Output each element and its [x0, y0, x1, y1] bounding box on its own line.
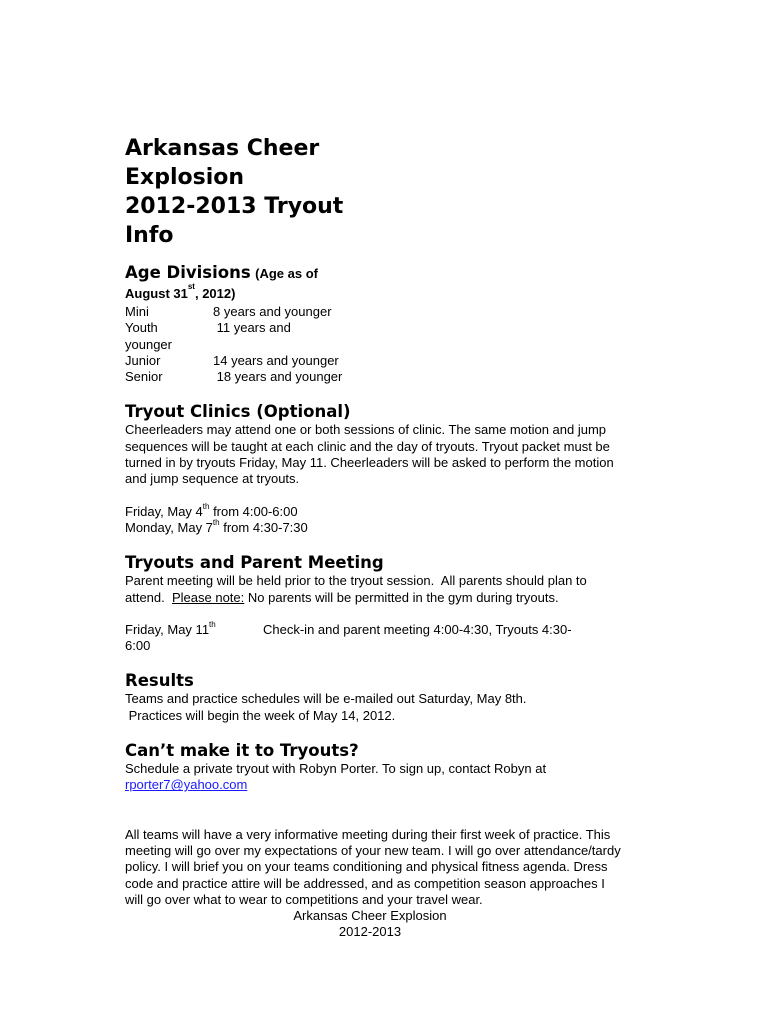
footer [125, 908, 615, 941]
tryout-date: Friday, May 11th [125, 619, 216, 637]
age-divisions-list [125, 304, 625, 385]
division-row [125, 353, 625, 369]
title-line-1: Arkansas Cheer [125, 136, 320, 161]
division-row [125, 304, 625, 320]
footer-line-2: 2012-2013 [338, 924, 402, 940]
division-age: 8 years and younger [213, 304, 332, 319]
clinic-date-2: Monday, May 7th from 4:30-7:30 [125, 517, 308, 535]
division-age [213, 337, 625, 353]
age-note-line-1: (Age as of [255, 266, 318, 281]
division-age: 14 years and younger [213, 352, 339, 368]
results-line-2: Practices will begin the week of May 14, 2012. [125, 707, 396, 723]
clinics-section [125, 402, 625, 536]
results-line-1: Teams and practice schedules will be e-mailed out Saturday, May 8th. [125, 691, 527, 707]
clinic-date-1: Friday, May 4th from 4:00-6:00 [125, 501, 298, 519]
tryout-schedule-end: 6:00 [125, 638, 151, 654]
closing-paragraph: All teams will have a very informative meeting during their first week of practice. This meeting will go over my expectations of your new team. I will go over attendance/tardy policy. I will brief you on your teams conditioning and physical fitness agenda. Dress code and practice attire will be addressed, and as competition season approaches I will go over what to wear to competitions and your travel wear. [125, 826, 621, 907]
clinics-body: Cheerleaders may attend one or both sessions of clinic. The same motion and jump sequences will be taught at each clinic and the day of tryouts. Tryout packet must be turned in by tryouts Friday, May 11. Cheerleaders will be asked to perform the motion and jump sequence at tryouts. [125, 422, 614, 487]
title-line-3: 2012-2013 Tryout [125, 194, 344, 219]
cant-make-heading: Can’t make it to Tryouts? [125, 741, 359, 761]
tryouts-body: Parent meeting will be held prior to the tryout session. All parents should plan to attend. Please note: No parents will be permitted in the gym during tryouts. [125, 573, 591, 605]
footer-line-1: Arkansas Cheer Explosion [293, 908, 447, 924]
division-name: Youth [125, 320, 158, 336]
tryouts-heading: Tryouts and Parent Meeting [125, 553, 384, 573]
clinics-heading: Tryout Clinics (Optional) [125, 402, 351, 422]
tryouts-section [125, 553, 625, 654]
cant-make-section [125, 741, 625, 794]
title-line-4: Info [125, 223, 174, 248]
cant-make-body: Schedule a private tryout with Robyn Porter. To sign up, contact Robyn at [125, 761, 547, 777]
tryout-date-row [125, 619, 625, 638]
document-page [125, 134, 625, 941]
email-link[interactable]: rporter7@yahoo.com [125, 777, 248, 793]
division-age: 18 years and younger [213, 369, 343, 385]
division-row [125, 369, 625, 385]
results-heading: Results [125, 671, 194, 691]
title-line-2: Explosion [125, 165, 245, 190]
division-name: Mini [125, 304, 149, 319]
division-name: Senior [125, 369, 163, 385]
tryout-schedule: Check-in and parent meeting 4:00-4:30, Tryouts 4:30- [263, 621, 572, 637]
age-divisions-heading [125, 263, 365, 304]
page-title [125, 134, 365, 250]
division-row [125, 320, 625, 336]
division-name: younger [125, 336, 172, 352]
age-divisions-title: Age Divisions [125, 263, 251, 282]
division-row [125, 337, 625, 353]
results-section [125, 671, 625, 724]
age-note-line-2: August 31st, 2012) [125, 282, 236, 301]
division-age: 11 years and [213, 320, 291, 336]
please-note-label: Please note: [171, 589, 245, 605]
division-name: Junior [125, 352, 161, 368]
